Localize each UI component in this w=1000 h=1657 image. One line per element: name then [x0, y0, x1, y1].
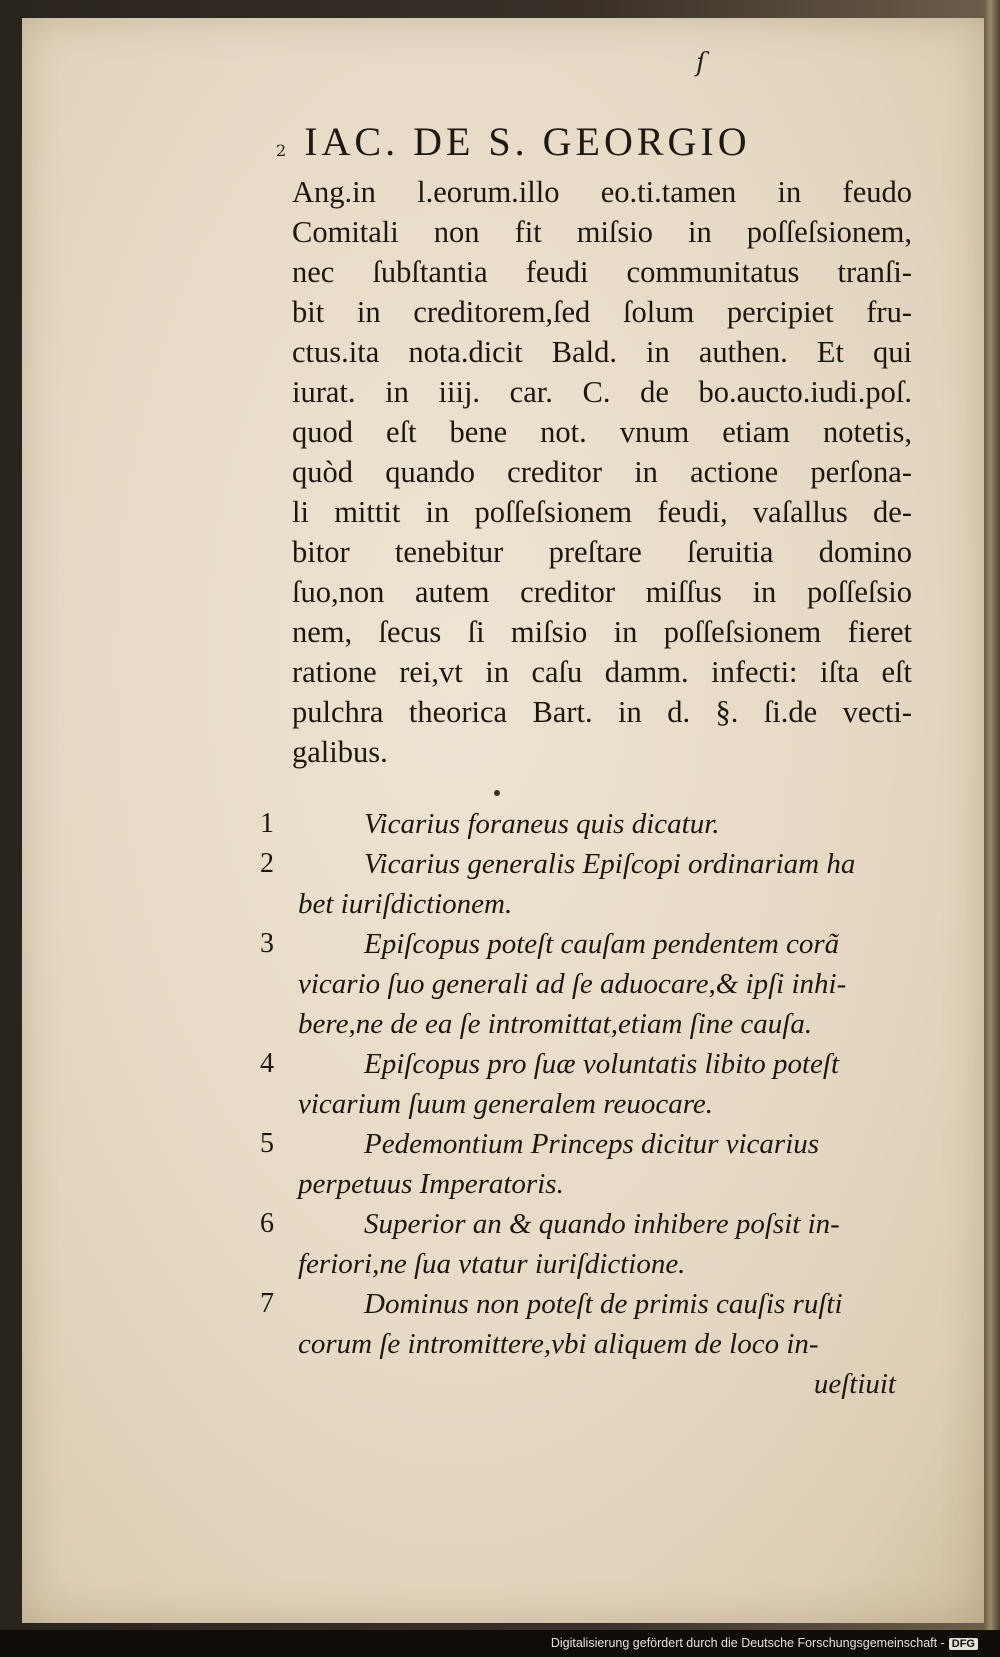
page-title: IAC. DE S. GEORGIO	[304, 119, 751, 164]
summary-item	[260, 804, 920, 844]
text-line: iurat. in iiij. car. C. de bo.aucto.iudi.poſ.	[292, 375, 912, 409]
text-line: Ang.in l.eorum.illo eo.ti.tamen in feudo	[292, 175, 912, 209]
summary-line: vicario ſuo generali ad ſe aduocare,& ipſi inhi-	[298, 968, 847, 1000]
summary-item	[260, 924, 920, 1044]
summary-number: 2	[260, 848, 274, 879]
text-line: ſuo,non autem creditor miſſus in poſſeſsio	[292, 575, 912, 609]
summary-line: perpetuus Imperatoris.	[298, 1168, 564, 1200]
footer-credit	[551, 1636, 978, 1650]
text-line: quod eſt bene not. vnum etiam notetis,	[292, 415, 912, 449]
summary-line: Epiſcopus pro ſuæ voluntatis libito poteſt	[364, 1048, 840, 1080]
summary-line: Dominus non poteſt de primis cauſis ruſti	[364, 1288, 843, 1320]
text-line: pulchra theorica Bart. in d. §. ſi.de vecti-	[292, 695, 912, 729]
text-line: galibus.	[292, 735, 388, 769]
summary-line: vicarium ſuum generalem reuocare.	[298, 1088, 714, 1120]
summary-line: Vicarius foraneus quis dicatur.	[364, 808, 720, 840]
summary-number: 6	[260, 1208, 274, 1239]
summary-list	[260, 804, 920, 1404]
summary-number: 4	[260, 1048, 274, 1079]
text-line: bitor tenebitur preſtare ſeruitia domino	[292, 535, 912, 569]
summary-line: Epiſcopus poteſt cauſam pendentem corã	[364, 928, 840, 960]
text-line: li mittit in poſſeſsionem feudi, vaſallus de-	[292, 495, 912, 529]
summary-item	[260, 1044, 920, 1124]
corner-mark: ſ	[696, 48, 706, 78]
summary-line: feriori,ne ſua vtatur iuriſdictione.	[298, 1248, 686, 1280]
summary-item	[260, 1204, 920, 1284]
book-fore-edge	[984, 0, 1000, 1657]
catchword: ueſtiuit	[813, 1368, 896, 1400]
summary-line: Pedemontium Princeps dicitur vicarius	[364, 1128, 820, 1160]
summary-number: 7	[260, 1288, 274, 1319]
summary-number: 1	[260, 808, 274, 839]
text-line: ratione rei,vt in caſu damm. infecti: iſta eſt	[292, 655, 912, 689]
text-line: nem, ſecus ſi miſsio in poſſeſsionem fieret	[292, 615, 912, 649]
text-line: ctus.ita nota.dicit Bald. in authen. Et qui	[292, 335, 912, 369]
text-line: nec ſubſtantia feudi communitatus tranſi-	[292, 255, 912, 289]
page-number: 2	[276, 141, 287, 160]
text-line: quòd quando creditor in actione perſona-	[292, 455, 912, 489]
running-head	[276, 118, 876, 165]
summary-item	[260, 1284, 920, 1404]
body-paragraph	[292, 172, 912, 772]
summary-line: bet iuriſdictionem.	[298, 888, 513, 920]
summary-line: Vicarius generalis Epiſcopi ordinariam ha	[364, 848, 856, 880]
summary-number: 5	[260, 1128, 274, 1159]
text-line: bit in creditorem,ſed ſolum percipiet fru-	[292, 295, 912, 329]
summary-line: bere,ne de ea ſe intromittat,etiam ſine cauſa.	[298, 1008, 813, 1040]
summary-line: Superior an & quando inhibere poſsit in-	[364, 1208, 840, 1240]
summary-item	[260, 1124, 920, 1204]
footer-credit-text: Digitalisierung gefördert durch die Deutsche Forschungsgemeinschaft -	[550, 1636, 945, 1650]
summary-item	[260, 844, 920, 924]
text-line: Comitali non fit miſsio in poſſeſsionem,	[292, 215, 912, 249]
section-divider	[494, 790, 500, 796]
summary-line: corum ſe intromittere,vbi aliquem de loco in-	[298, 1328, 819, 1360]
summary-number: 3	[260, 928, 274, 959]
dfg-logo: DFG	[949, 1638, 978, 1650]
